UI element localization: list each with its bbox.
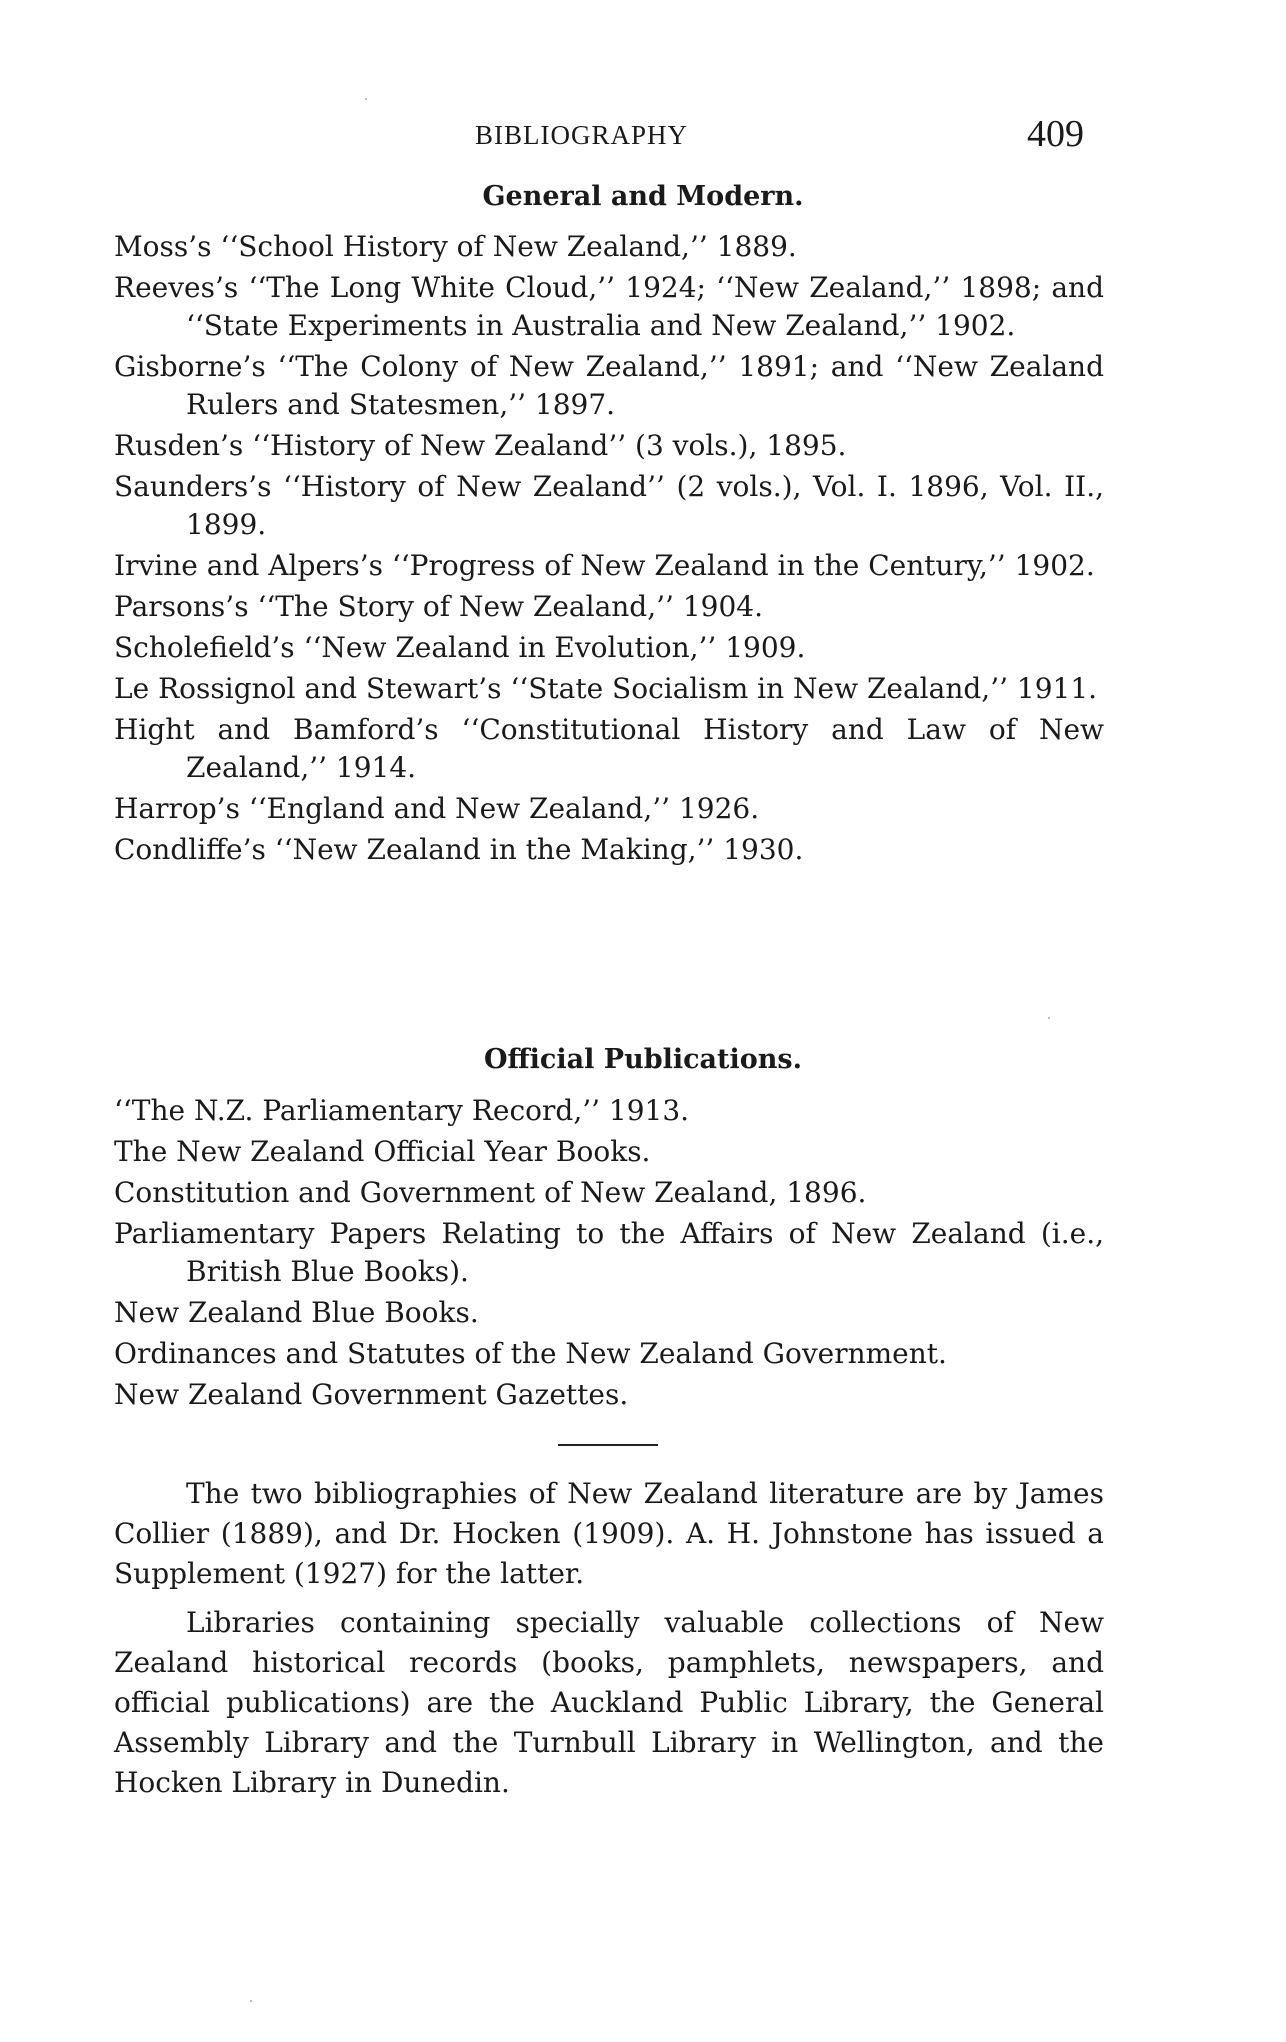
running-title: BIBLIOGRAPHY — [475, 120, 689, 150]
paper-speck — [1048, 1017, 1050, 1019]
section-heading-official-publications: Official Publications. — [483, 1044, 802, 1075]
bibliography-entry: Irvine and Alpers’s ‘‘Progress of New Zealand in the Century,’’ 1902. — [114, 549, 1095, 582]
section-heading-general-modern: General and Modern. — [482, 181, 804, 212]
bibliography-entry: Parliamentary Papers Relating to the Affairs of New Zealand (i.e., British Blue Books). — [114, 1217, 1104, 1288]
paper-speck — [365, 98, 367, 100]
paper-speck — [250, 2000, 252, 2002]
bibliography-entry: Constitution and Government of New Zealand, 1896. — [114, 1176, 867, 1209]
bibliography-entry: New Zealand Blue Books. — [114, 1296, 479, 1329]
bibliography-list-official — [114, 1092, 1104, 1417]
bibliography-entry: Reeves’s ‘‘The Long White Cloud,’’ 1924; ‘‘New Zealand,’’ 1898; and ‘‘State Experiments in Australia and New Zealand,’’ 1902. — [114, 271, 1104, 342]
bibliography-entry: Parsons’s ‘‘The Story of New Zealand,’’ 1904. — [114, 590, 763, 623]
bibliography-entry: New Zealand Government Gazettes. — [114, 1378, 629, 1411]
closing-paragraph: The two bibliographies of New Zealand literature are by James Collier (1889), and Dr. Hocken (1909). A. H. Johnstone has issued a Supplement (1927) for the latter. — [114, 1477, 1104, 1590]
bibliography-entry: Moss’s ‘‘School History of New Zealand,’’ 1889. — [114, 230, 797, 263]
running-head — [0, 112, 1286, 155]
page-number: 409 — [1027, 113, 1084, 155]
section-divider-rule — [558, 1444, 658, 1446]
bibliography-entry: ‘‘The N.Z. Parliamentary Record,’’ 1913. — [114, 1094, 690, 1127]
bibliography-entry: Scholefield’s ‘‘New Zealand in Evolution,’’ 1909. — [114, 631, 806, 664]
closing-paragraph: Libraries containing specially valuable collections of New Zealand historical records (books, pamphlets, newspapers, and official publications) are the Auckland Public Library, the General Assembly Library and the Turnbull Library in Wellington, and the Hocken Library in Dunedin. — [114, 1606, 1104, 1799]
bibliography-entry: The New Zealand Official Year Books. — [114, 1135, 651, 1168]
bibliography-entry: Hight and Bamford’s ‘‘Constitutional History and Law of New Zealand,’’ 1914. — [114, 713, 1104, 784]
bibliography-list-general — [114, 228, 1104, 872]
bibliography-entry: Condliffe’s ‘‘New Zealand in the Making,’’ 1930. — [114, 833, 804, 866]
bibliography-entry: Harrop’s ‘‘England and New Zealand,’’ 1926. — [114, 792, 760, 825]
bibliography-entry: Ordinances and Statutes of the New Zealand Government. — [114, 1337, 947, 1370]
bibliography-entry: Rusden’s ‘‘History of New Zealand’’ (3 vols.), 1895. — [114, 429, 847, 462]
bibliography-entry: Saunders’s ‘‘History of New Zealand’’ (2 vols.), Vol. I. 1896, Vol. II., 1899. — [114, 470, 1104, 541]
bibliography-entry: Gisborne’s ‘‘The Colony of New Zealand,’’ 1891; and ‘‘New Zealand Rulers and Statesmen,’’ 1897. — [114, 350, 1104, 421]
bibliography-entry: Le Rossignol and Stewart’s ‘‘State Socialism in New Zealand,’’ 1911. — [114, 672, 1098, 705]
